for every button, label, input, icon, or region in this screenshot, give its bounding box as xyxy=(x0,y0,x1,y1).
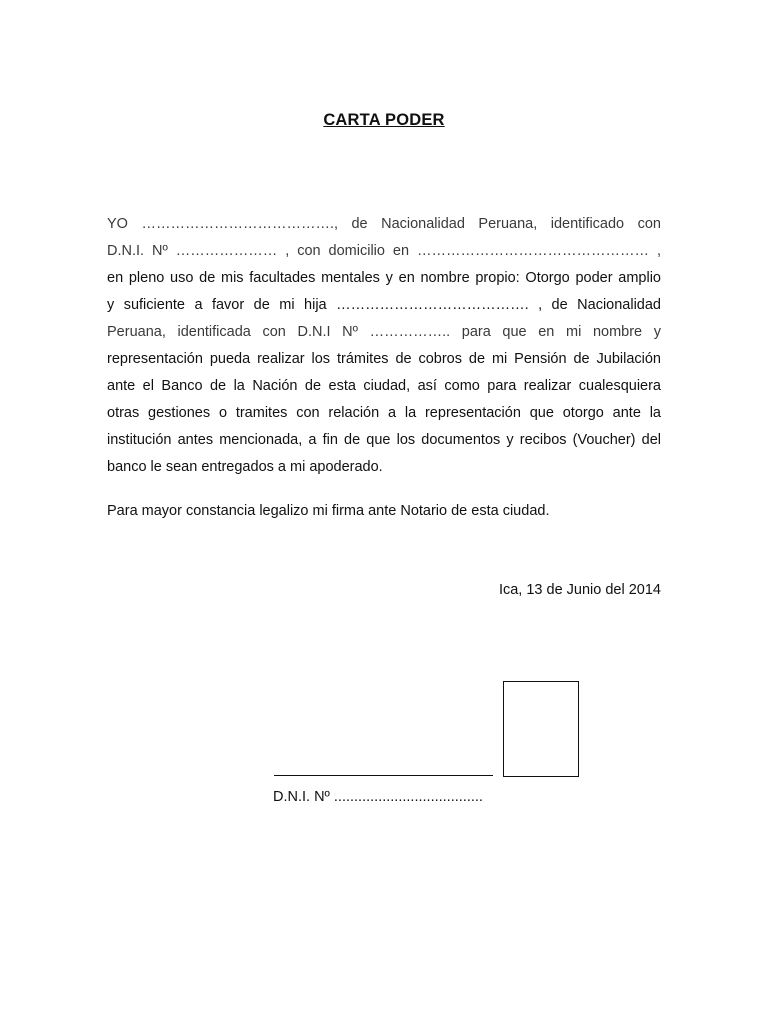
body-paragraph xyxy=(107,211,661,481)
body-line: representación pueda realizar los trámites de cobros de mi Pensión de Jubilación xyxy=(107,351,661,367)
dni-label: D.N.I. Nº ..................................... xyxy=(273,789,483,805)
body-line: YO …………………………………., de Nacionalidad Peruana, identificado con xyxy=(107,216,661,232)
signature-line xyxy=(274,775,493,776)
place-date: Ica, 13 de Junio del 2014 xyxy=(498,582,661,598)
body-line: D.N.I. Nº ………………… , con domicilio en ………………………………………… , xyxy=(107,243,661,259)
body-line: Peruana, identificada con D.N.I Nº …………….. para que en mi nombre y xyxy=(107,324,661,340)
body-line: institución antes mencionada, a fin de que los documentos y recibos (Voucher) del xyxy=(107,432,661,448)
body-line: banco le sean entregados a mi apoderado. xyxy=(107,459,383,475)
body-line: y suficiente a favor de mi hija …………………………………. , de Nacionalidad xyxy=(107,297,661,313)
document-title: CARTA PODER xyxy=(323,111,445,129)
body-line: otras gestiones o tramites con relación a la representación que otorgo ante la xyxy=(107,405,661,421)
body-line: en pleno uso de mis facultades mentales y en nombre propio: Otorgo poder amplio xyxy=(107,270,661,286)
body-line: ante el Banco de la Nación de esta ciudad, así como para realizar cualesquiera xyxy=(107,378,661,394)
closing-paragraph: Para mayor constancia legalizo mi firma ante Notario de esta ciudad. xyxy=(107,503,550,519)
fingerprint-box xyxy=(503,681,579,777)
